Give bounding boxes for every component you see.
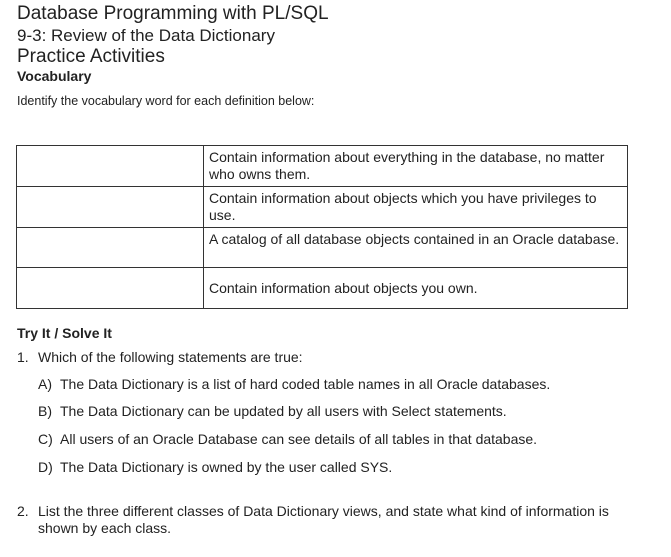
table-row [17,187,628,228]
answer-cell[interactable] [17,268,204,309]
option-letter: D) [38,459,53,475]
option-letter: B) [38,403,52,419]
option-text: The Data Dictionary is owned by the user called SYS. [60,459,393,475]
answer-cell[interactable] [17,187,204,228]
option-letter: C) [38,431,53,447]
table-row [17,268,628,309]
definition-cell: Contain information about objects you own. [204,268,628,309]
lesson-title: 9-3: Review of the Data Dictionary [17,26,275,45]
course-title: Database Programming with PL/SQL [17,3,329,24]
option-text: The Data Dictionary is a list of hard coded table names in all Oracle databases. [60,376,551,392]
answer-cell[interactable] [17,228,204,268]
option-text: The Data Dictionary can be updated by all users with Select statements. [60,403,507,419]
question-text: List the three different classes of Data Dictionary views, and state what kind of information is shown by each class. [38,503,609,536]
option-letter: A) [38,376,52,392]
table-row [17,228,628,268]
option-b [38,403,507,419]
question-number: 1. [17,349,29,365]
section-title: Practice Activities [17,46,165,67]
answer-cell[interactable] [17,146,204,187]
vocabulary-table [16,145,628,309]
definition-cell: A catalog of all database objects contained in an Oracle database. [204,228,628,268]
option-d [38,459,392,475]
definition-cell: Contain information about objects which you have privileges to use. [204,187,628,228]
definition-cell: Contain information about everything in the database, no matter who owns them. [204,146,628,187]
question-number: 2. [17,503,29,519]
vocabulary-heading: Vocabulary [17,68,92,84]
vocabulary-instructions: Identify the vocabulary word for each definition below: [17,94,315,108]
question-text: Which of the following statements are true: [38,349,303,365]
option-a [38,376,550,392]
try-it-heading: Try It / Solve It [17,325,112,341]
table-row [17,146,628,187]
option-c [38,431,537,447]
option-text: All users of an Oracle Database can see details of all tables in that database. [60,431,538,447]
